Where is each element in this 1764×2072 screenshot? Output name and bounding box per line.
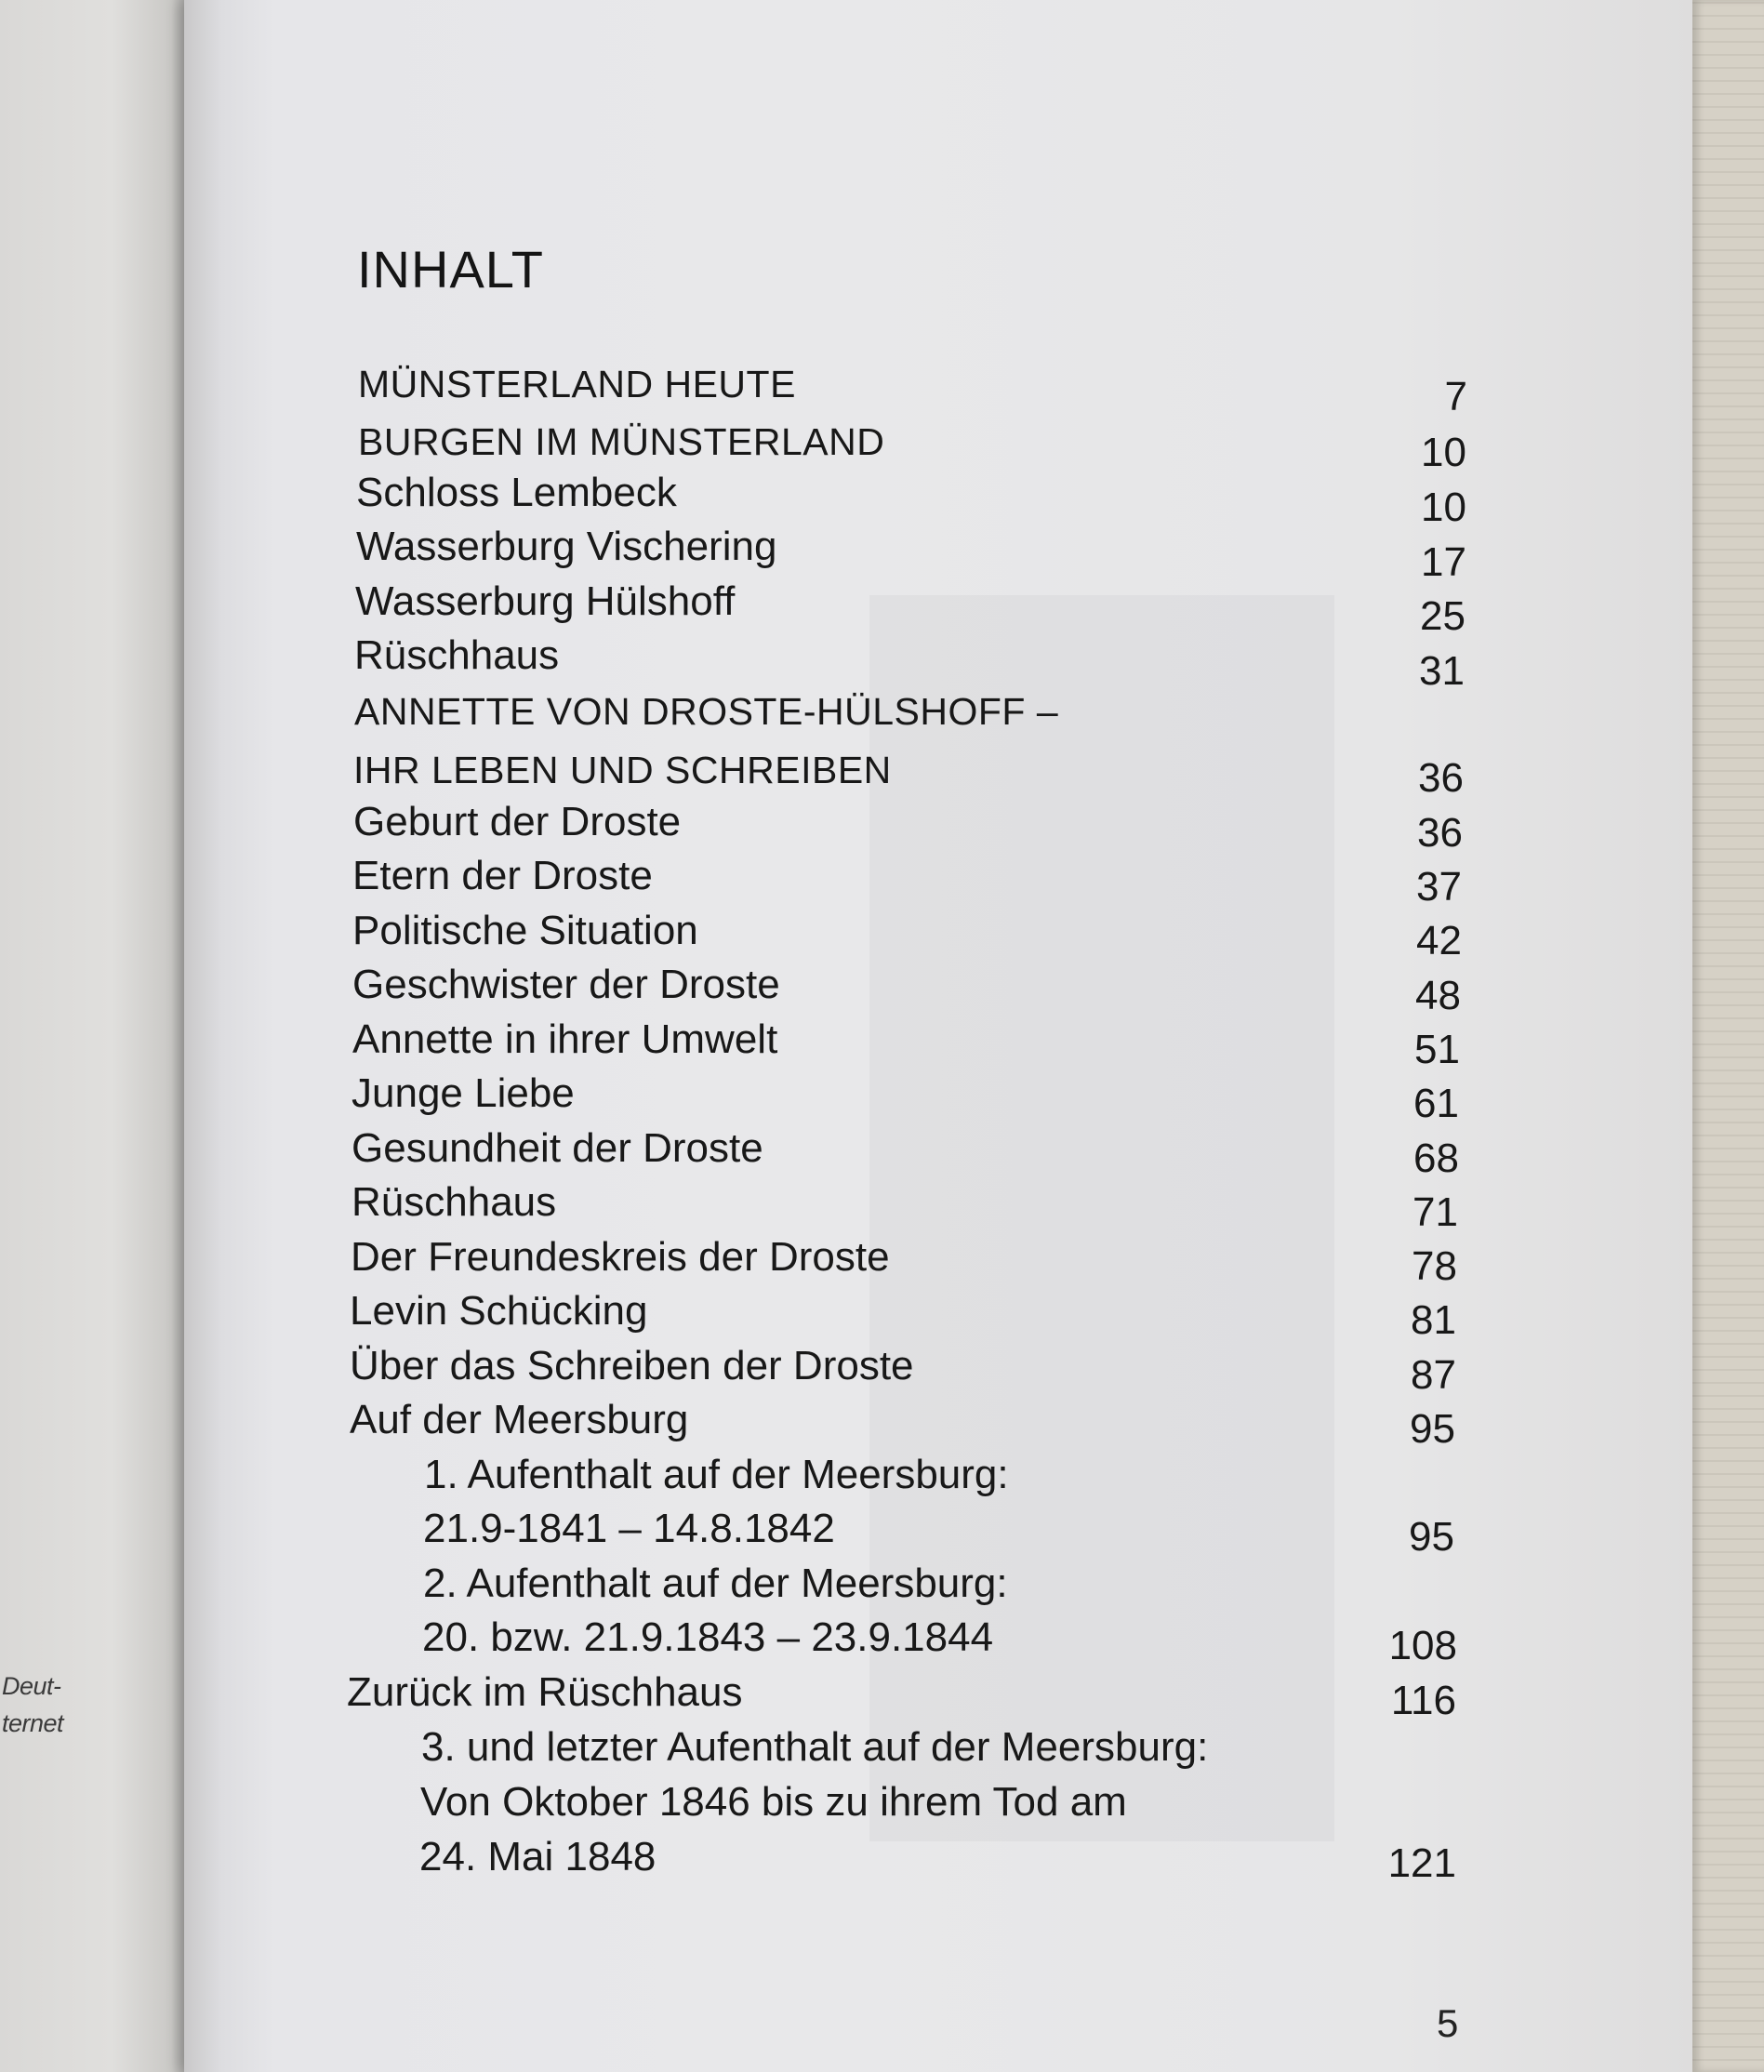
toc-entry-page: 10: [1421, 485, 1466, 530]
toc-entry-title: Zurück im Rüschhaus: [347, 1669, 743, 1715]
toc-entry-page: 108: [1388, 1623, 1457, 1668]
toc-entry-title: BURGEN IM MÜNSTERLAND: [358, 420, 885, 463]
toc-entry-title: ANNETTE VON DROSTE-HÜLSHOFF –: [354, 690, 1059, 733]
toc-entry-title: Politische Situation: [352, 908, 698, 953]
toc-entry-page: 17: [1421, 539, 1466, 585]
toc-entry-page: 71: [1413, 1189, 1458, 1235]
toc-entry-page: 10: [1421, 430, 1466, 475]
toc-entry-title: Von Oktober 1846 bis zu ihrem Tod am: [420, 1779, 1127, 1825]
toc-entry-page: 121: [1387, 1840, 1456, 1886]
toc-entry-title: 21.9-1841 – 14.8.1842: [423, 1506, 835, 1551]
left-page-text-1: Deut-: [2, 1672, 61, 1700]
toc-entry-page: 95: [1410, 1406, 1455, 1452]
left-page-text-2: ternet: [2, 1709, 64, 1737]
toc-entry-page: 95: [1409, 1514, 1454, 1560]
toc-entry-page: 42: [1416, 918, 1462, 963]
toc-entry-title: Levin Schücking: [350, 1288, 648, 1334]
toc-entry-title: Etern der Droste: [352, 853, 653, 898]
contents-heading: INHALT: [357, 240, 544, 299]
toc-entry-title: Rüschhaus: [354, 632, 560, 678]
toc-entry-title: Schloss Lembeck: [356, 470, 677, 515]
toc-entry-page: 48: [1415, 973, 1461, 1018]
toc-entry-page: 7: [1444, 374, 1467, 419]
toc-entry-title: 2. Aufenthalt auf der Meersburg:: [423, 1561, 1008, 1606]
toc-entry-page: 68: [1413, 1136, 1459, 1181]
toc-entry-page: 25: [1420, 593, 1466, 639]
toc-entry-title: Der Freundeskreis der Droste: [351, 1234, 890, 1280]
toc-entry-page: 87: [1411, 1352, 1456, 1398]
toc-entry-title: Junge Liebe: [351, 1070, 575, 1116]
toc-entry-page: 36: [1417, 810, 1463, 856]
toc-entry-page: 31: [1419, 648, 1465, 694]
toc-entry-title: Wasserburg Hülshoff: [355, 578, 736, 624]
toc-entry-title: Gesundheit der Droste: [351, 1125, 763, 1171]
toc-entry-title: IHR LEBEN UND SCHREIBEN: [353, 749, 892, 791]
toc-entry-title: Geschwister der Droste: [352, 962, 780, 1007]
toc-entry-title: Über das Schreiben der Droste: [350, 1343, 914, 1388]
toc-entry-page: 81: [1411, 1297, 1456, 1343]
toc-entry-title: Geburt der Droste: [353, 799, 682, 844]
toc-entry-page: 116: [1390, 1678, 1456, 1723]
toc-entry-page: 36: [1418, 755, 1464, 801]
page-number: 5: [1437, 2001, 1459, 2045]
toc-entry-title: Rüschhaus: [351, 1179, 557, 1225]
toc-entry-page: 78: [1412, 1243, 1457, 1289]
toc-entry-title: 3. und letzter Aufenthalt auf der Meersburg:: [421, 1724, 1209, 1770]
toc-entry-title: Auf der Meersburg: [350, 1397, 689, 1442]
toc-entry-title: Wasserburg Vischering: [356, 524, 777, 569]
toc-entry-title: 20. bzw. 21.9.1843 – 23.9.1844: [422, 1614, 994, 1660]
toc-entry-page: 51: [1414, 1027, 1460, 1072]
toc-entry-page: 61: [1413, 1081, 1459, 1126]
toc-entry-title: MÜNSTERLAND HEUTE: [358, 363, 796, 405]
toc-entry-title: 24. Mai 1848: [419, 1834, 657, 1879]
toc-entry-page: 37: [1416, 864, 1462, 910]
toc-entry-title: 1. Aufenthalt auf der Meersburg:: [424, 1452, 1009, 1497]
toc-entry-title: Annette in ihrer Umwelt: [352, 1016, 778, 1062]
